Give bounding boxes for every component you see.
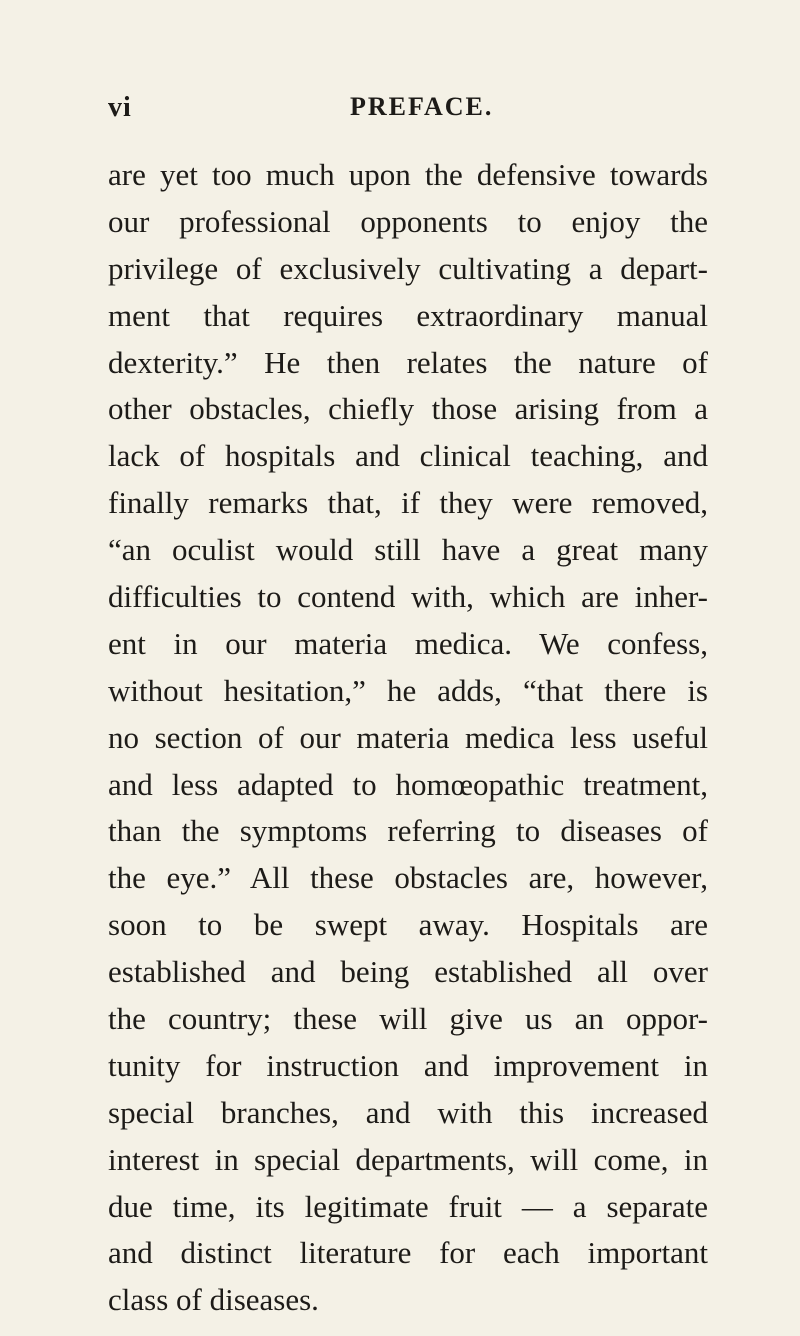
text-line: soon to be swept away. Hospitals are (108, 907, 708, 943)
text-line: other obstacles, chiefly those arising from a (108, 391, 708, 427)
text-line: without hesitation,” he adds, “that there is (108, 672, 708, 708)
text-line: are yet too much upon the defensive towards (108, 157, 708, 192)
running-title: PREFACE. (350, 92, 494, 121)
text-line: special branches, and with this increased (108, 1094, 708, 1130)
text-line: class of diseases. (108, 1282, 319, 1318)
text-line: ment that requires extraordinary manual (108, 297, 708, 333)
text-line: due time, its legitimate fruit — a separate (108, 1188, 708, 1224)
text-line: dexterity.” He then relates the nature of (108, 344, 708, 380)
text-line: and distinct literature for each important (108, 1235, 708, 1271)
text-line: ent in our materia medica. We confess, (108, 625, 708, 661)
text-line: tunity for instruction and improvement in (108, 1047, 708, 1083)
page-number: vi (108, 92, 132, 123)
text-line: the eye.” All these obstacles are, however, (108, 860, 708, 896)
text-line: finally remarks that, if they were removed, (108, 485, 708, 521)
text-line: interest in special departments, will come, in (108, 1141, 708, 1177)
text-line: than the symptoms referring to diseases of (108, 813, 708, 849)
text-line: no section of our materia medica less useful (108, 719, 708, 755)
body-text (108, 152, 708, 1324)
text-line: privilege of exclusively cultivating a depart- (108, 250, 708, 286)
text-line: and less adapted to homœopathic treatment, (108, 766, 708, 802)
text-line: established and being established all over (108, 954, 708, 990)
text-line: “an oculist would still have a great many (108, 532, 708, 568)
text-line: our professional opponents to enjoy the (108, 203, 708, 239)
running-head (108, 92, 706, 126)
text-line: lack of hospitals and clinical teaching, and (108, 438, 708, 474)
text-line: difficulties to contend with, which are inher- (108, 579, 708, 615)
text-line: the country; these will give us an oppor- (108, 1001, 708, 1037)
